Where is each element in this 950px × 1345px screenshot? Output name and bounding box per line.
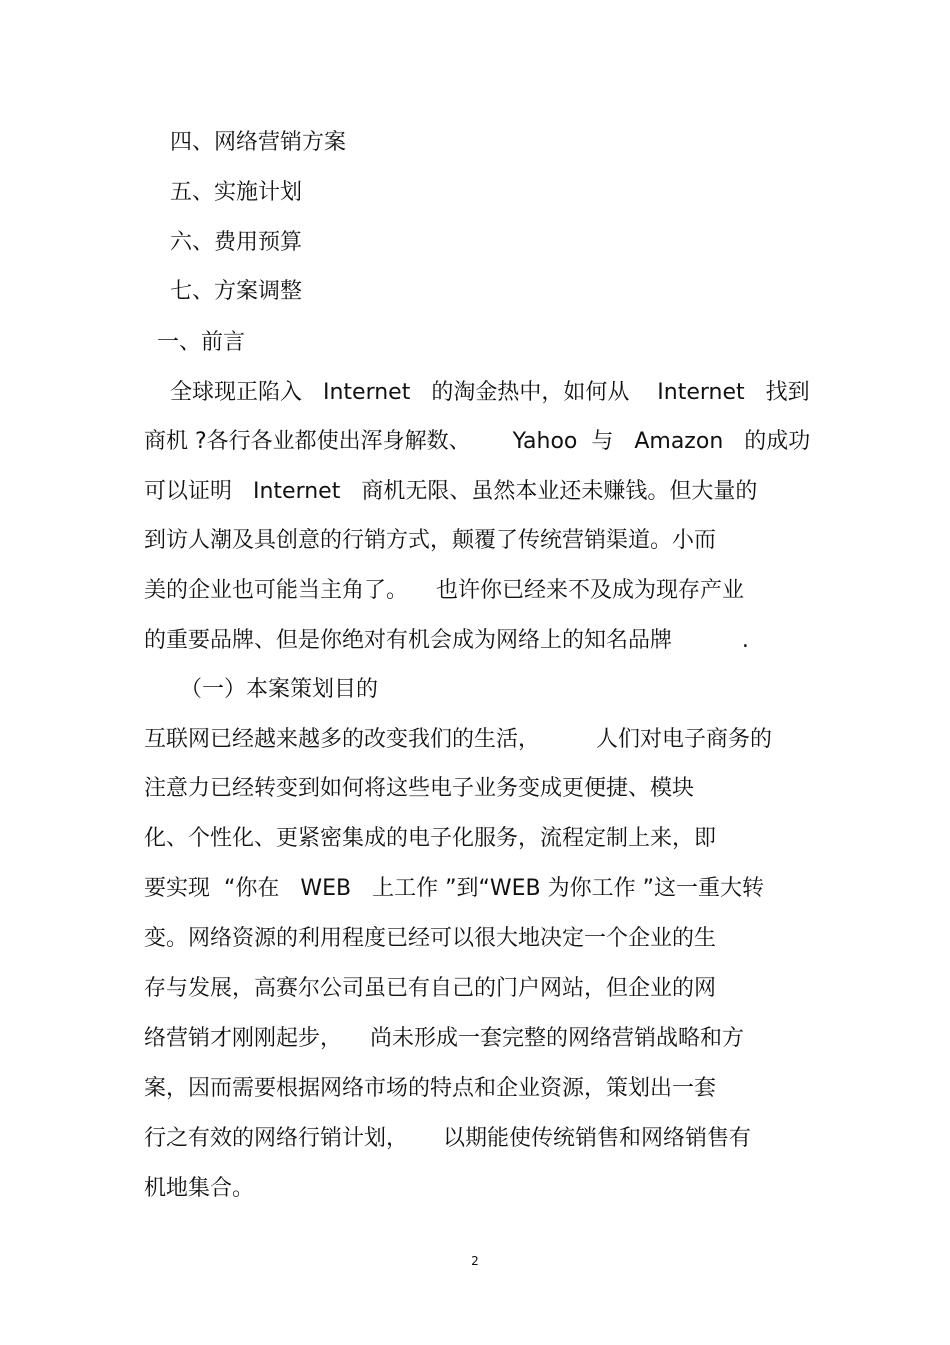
paragraph-line: 注意力已经转变到如何将这些电子业务变成更便捷、模块 (144, 776, 695, 801)
paragraph-line: 行之有效的网络行销计划， 以期能使传统销售和网络销售有 (144, 1126, 751, 1151)
paragraph-line: 美的企业也可能当主角了。 也许你已经来不及成为现存产业 (144, 578, 744, 603)
paragraph-line: 机地集合。 (144, 1176, 255, 1201)
paragraph-line: 的重要品牌、但是你绝对有机会成为网络上的知名品牌 . (144, 628, 749, 653)
paragraph-line: 商机 ?各行各业都使出浑身解数、 Yahoo 与 Amazon 的成功 (144, 429, 811, 454)
paragraph-line: 全球现正陷入 Internet 的淘金热中，如何从 Internet 找到 (170, 380, 810, 405)
paragraph-line: 络营销才刚刚起步， 尚未形成一套完整的网络营销战略和方 (144, 1026, 744, 1051)
toc-item-7: 七、方案调整 (170, 279, 303, 304)
paragraph-line: 存与发展，高赛尔公司虽已有自己的门户网站，但企业的网 (144, 976, 717, 1001)
paragraph-line: 互联网已经越来越多的改变我们的生活， 人们对电子商务的 (144, 727, 772, 752)
paragraph-line: 要实现 “你在 WEB 上工作 ”到“WEB 为你工作 ”这一重大转 (144, 876, 765, 901)
paragraph-line: 案，因而需要根据网络市场的特点和企业资源，策划出一套 (144, 1076, 717, 1101)
paragraph-line: 到访人潮及具创意的行销方式，颠覆了传统营销渠道。小而 (144, 528, 717, 553)
subsection-title: （一）本案策划目的 (180, 677, 379, 702)
paragraph-line: 化、个性化、更紧密集成的电子化服务，流程定制上来，即 (144, 826, 717, 851)
paragraph-line: 变。网络资源的利用程度已经可以很大地决定一个企业的生 (144, 926, 717, 951)
section-title: 一、前言 (157, 330, 246, 355)
paragraph-line: 可以证明 Internet 商机无限、虽然本业还未赚钱。但大量的 (144, 479, 758, 504)
page-number: 2 (471, 1254, 479, 1268)
toc-item-5: 五、实施计划 (170, 180, 303, 205)
toc-item-4: 四、网络营销方案 (170, 130, 347, 155)
toc-item-6: 六、费用预算 (170, 230, 303, 255)
